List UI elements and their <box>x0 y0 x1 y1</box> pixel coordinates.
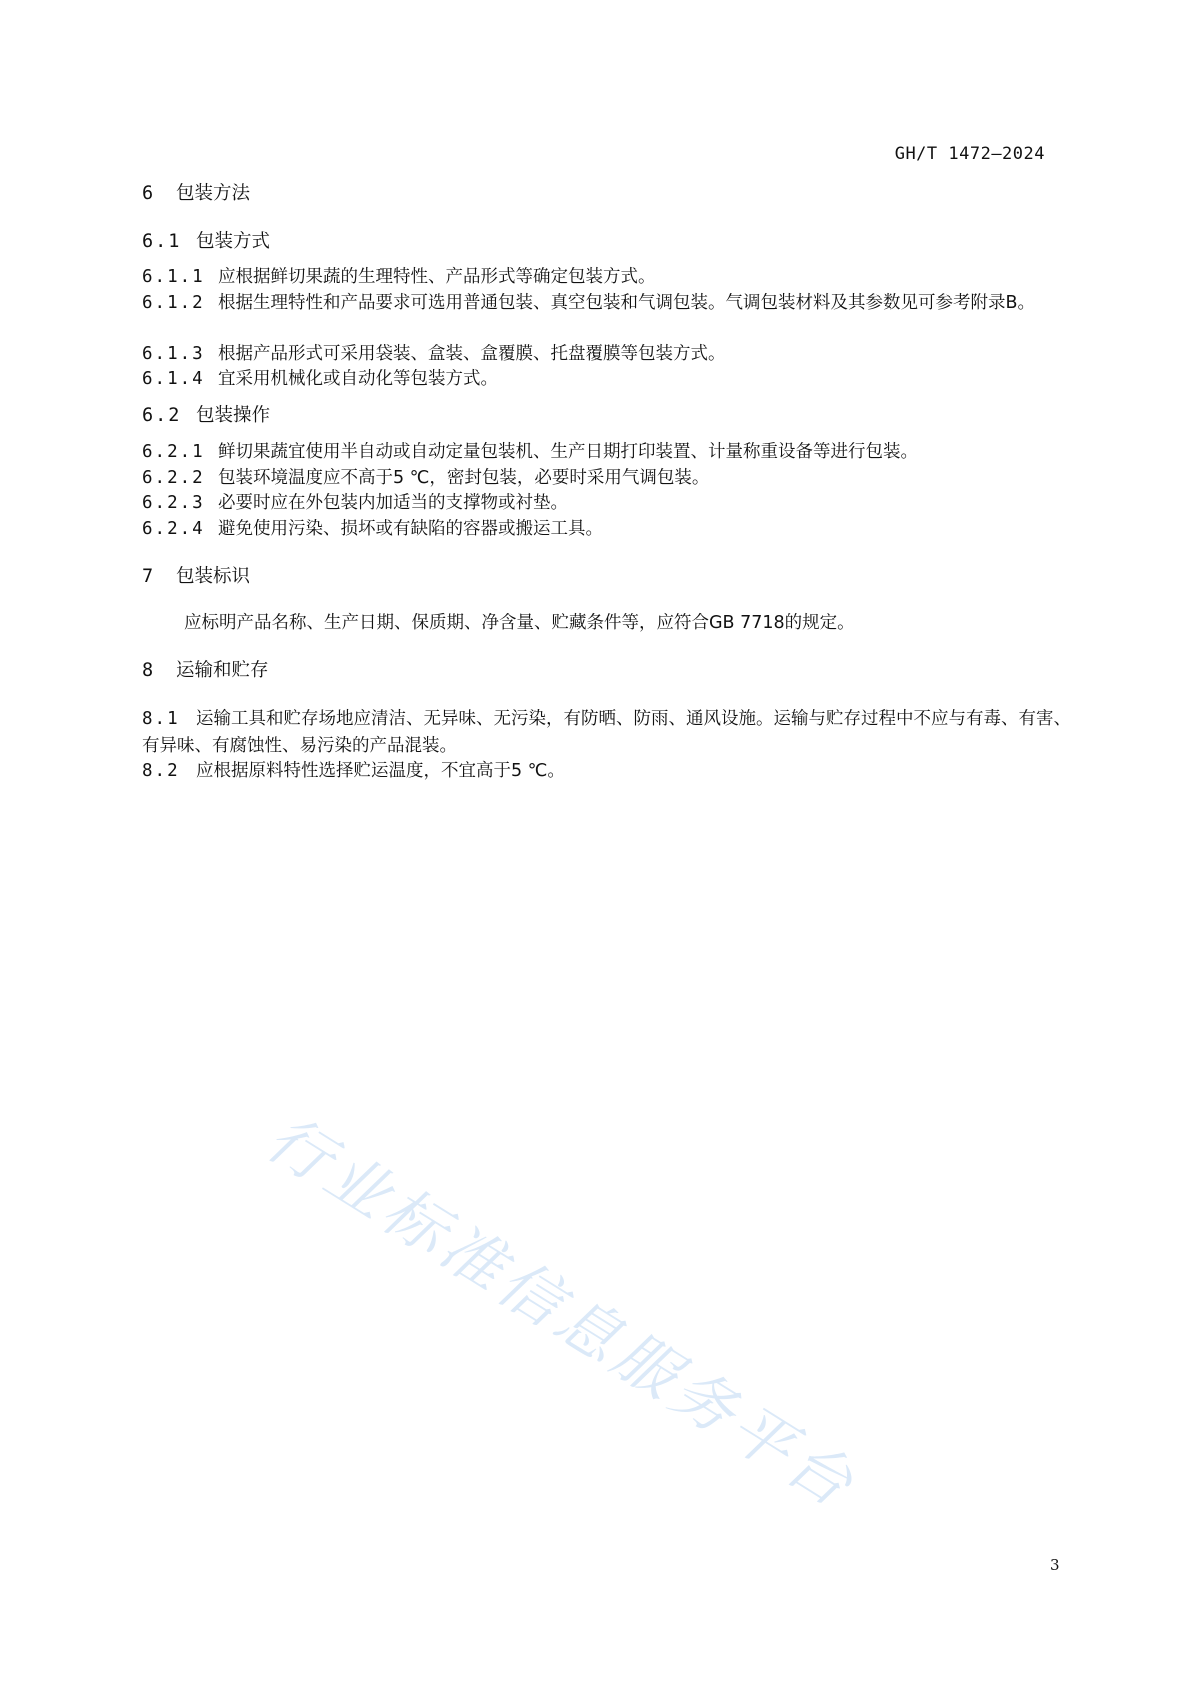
clause-6-2-1 <box>142 439 1082 466</box>
clause-8-1 <box>142 706 1082 760</box>
clause-number: 6.1.2 <box>142 293 205 313</box>
section-number: 7 <box>142 566 156 587</box>
section-number: 6 <box>142 183 156 204</box>
subsection-number: 6.1 <box>142 231 182 252</box>
subsection-heading-6-1 <box>142 228 1082 255</box>
section-title: 包装方法 <box>176 183 251 204</box>
section-number: 8 <box>142 660 156 681</box>
clause-number: 6.2.4 <box>142 519 205 539</box>
subsection-title: 包装操作 <box>196 405 271 426</box>
clause-6-2-2 <box>142 465 1082 492</box>
clause-text: 宜采用机械化或自动化等包装方式。 <box>218 369 498 389</box>
clause-6-1-3 <box>142 341 1082 368</box>
clause-6-1-4 <box>142 366 1082 393</box>
clause-text: 包装环境温度应不高于5 ℃，密封包装，必要时采用气调包装。 <box>218 468 710 488</box>
clause-number: 6.1.3 <box>142 344 205 364</box>
clause-text: 避免使用污染、损坏或有缺陷的容器或搬运工具。 <box>218 519 603 539</box>
watermark: 行业标准信息服务平台 <box>254 1101 870 1524</box>
clause-number: 6.1.1 <box>142 267 205 287</box>
paragraph-7 <box>142 610 1124 637</box>
clause-text: 应根据鲜切果蔬的生理特性、产品形式等确定包装方式。 <box>218 267 656 287</box>
clause-6-1-1 <box>142 264 1082 291</box>
paragraph-text: 应标明产品名称、生产日期、保质期、净含量、贮藏条件等，应符合GB 7718的规定。 <box>184 613 855 633</box>
section-heading-7 <box>142 563 1082 590</box>
standard-code: GH/T 1472—2024 <box>894 144 1045 164</box>
section-title: 运输和贮存 <box>176 660 269 681</box>
clause-text: 必要时应在外包装内加适当的支撑物或衬垫。 <box>218 493 568 513</box>
clause-text: 运输工具和贮存场地应清洁、无异味、无污染，有防晒、防雨、通风设施。运输与贮存过程中不应与有毒、有害、有异味、有腐蚀性、易污染的产品混装。 <box>142 709 1071 756</box>
clause-text: 根据产品形式可采用袋装、盒装、盒覆膜、托盘覆膜等包装方式。 <box>218 344 726 364</box>
clause-6-2-4 <box>142 516 1082 543</box>
subsection-heading-6-2 <box>142 402 1082 429</box>
clause-number: 8.2 <box>142 761 180 781</box>
clause-number: 6.2.1 <box>142 442 205 462</box>
section-heading-8 <box>142 657 1082 684</box>
clause-6-1-2 <box>142 290 1082 317</box>
clause-text: 根据生理特性和产品要求可选用普通包装、真空包装和气调包装。气调包装材料及其参数见可参考附录B。 <box>218 293 1036 313</box>
clause-number: 8.1 <box>142 709 180 729</box>
clause-text: 应根据原料特性选择贮运温度，不宜高于5 ℃。 <box>196 761 565 781</box>
page-number: 3 <box>1050 1556 1060 1574</box>
clause-8-2 <box>142 758 1082 785</box>
clause-text: 鲜切果蔬宜使用半自动或自动定量包装机、生产日期打印装置、计量称重设备等进行包装。 <box>218 442 918 462</box>
subsection-number: 6.2 <box>142 405 182 426</box>
clause-number: 6.2.3 <box>142 493 205 513</box>
clause-6-2-3 <box>142 490 1082 517</box>
subsection-title: 包装方式 <box>196 231 271 252</box>
section-title: 包装标识 <box>176 566 251 587</box>
section-heading-6 <box>142 180 1082 207</box>
clause-number: 6.2.2 <box>142 468 205 488</box>
clause-number: 6.1.4 <box>142 369 205 389</box>
